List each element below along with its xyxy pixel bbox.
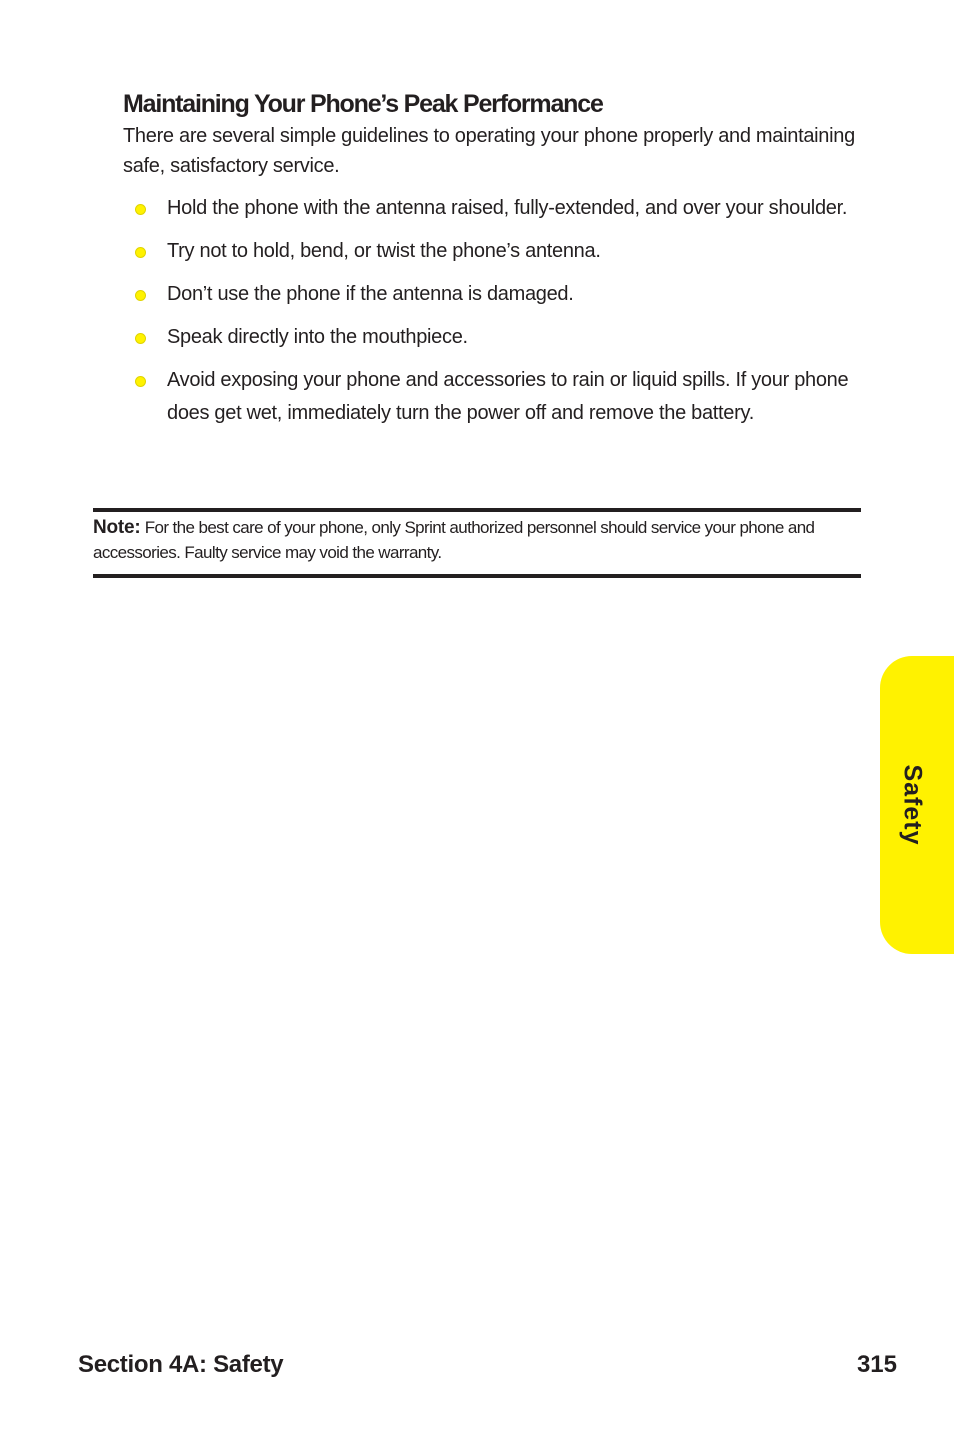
page-number: 315 [856, 1351, 897, 1378]
list-item [130, 278, 870, 311]
list-item [130, 321, 870, 354]
section-heading: Maintaining Your Phone’s Peak Performance [123, 90, 603, 118]
note-top-divider [93, 508, 861, 512]
list-item [130, 235, 870, 268]
list-item [130, 192, 870, 225]
list-item-text: Avoid exposing your phone and accessories to rain or liquid spills. If your phone does get wet, immediately turn the power off and remove the battery. [167, 369, 849, 424]
note-box [93, 515, 863, 565]
bullet-icon [135, 204, 146, 215]
footer-section-title: Section 4A: Safety [78, 1351, 284, 1378]
note-text: For the best care of your phone, only Sprint authorized personnel should service your phone and accessories. Faulty service may void the warranty. [93, 518, 815, 562]
list-item-text: Don’t use the phone if the antenna is damaged. [167, 283, 574, 305]
intro-paragraph: There are several simple guidelines to operating your phone properly and maintaining safe, satisfactory service. [123, 125, 855, 177]
bullet-icon [135, 376, 146, 387]
note-label: Note: [93, 517, 141, 538]
list-item-text: Hold the phone with the antenna raised, fully-extended, and over your shoulder. [167, 197, 848, 219]
note-bottom-divider [93, 574, 861, 578]
list-item [130, 364, 870, 430]
bullet-icon [135, 247, 146, 258]
list-item-text: Speak directly into the mouthpiece. [167, 326, 468, 348]
list-item-text: Try not to hold, bend, or twist the phone’s antenna. [167, 240, 601, 262]
side-tab-label: Safety [898, 764, 927, 846]
guidelines-list [130, 192, 870, 440]
bullet-icon [135, 290, 146, 301]
bullet-icon [135, 333, 146, 344]
